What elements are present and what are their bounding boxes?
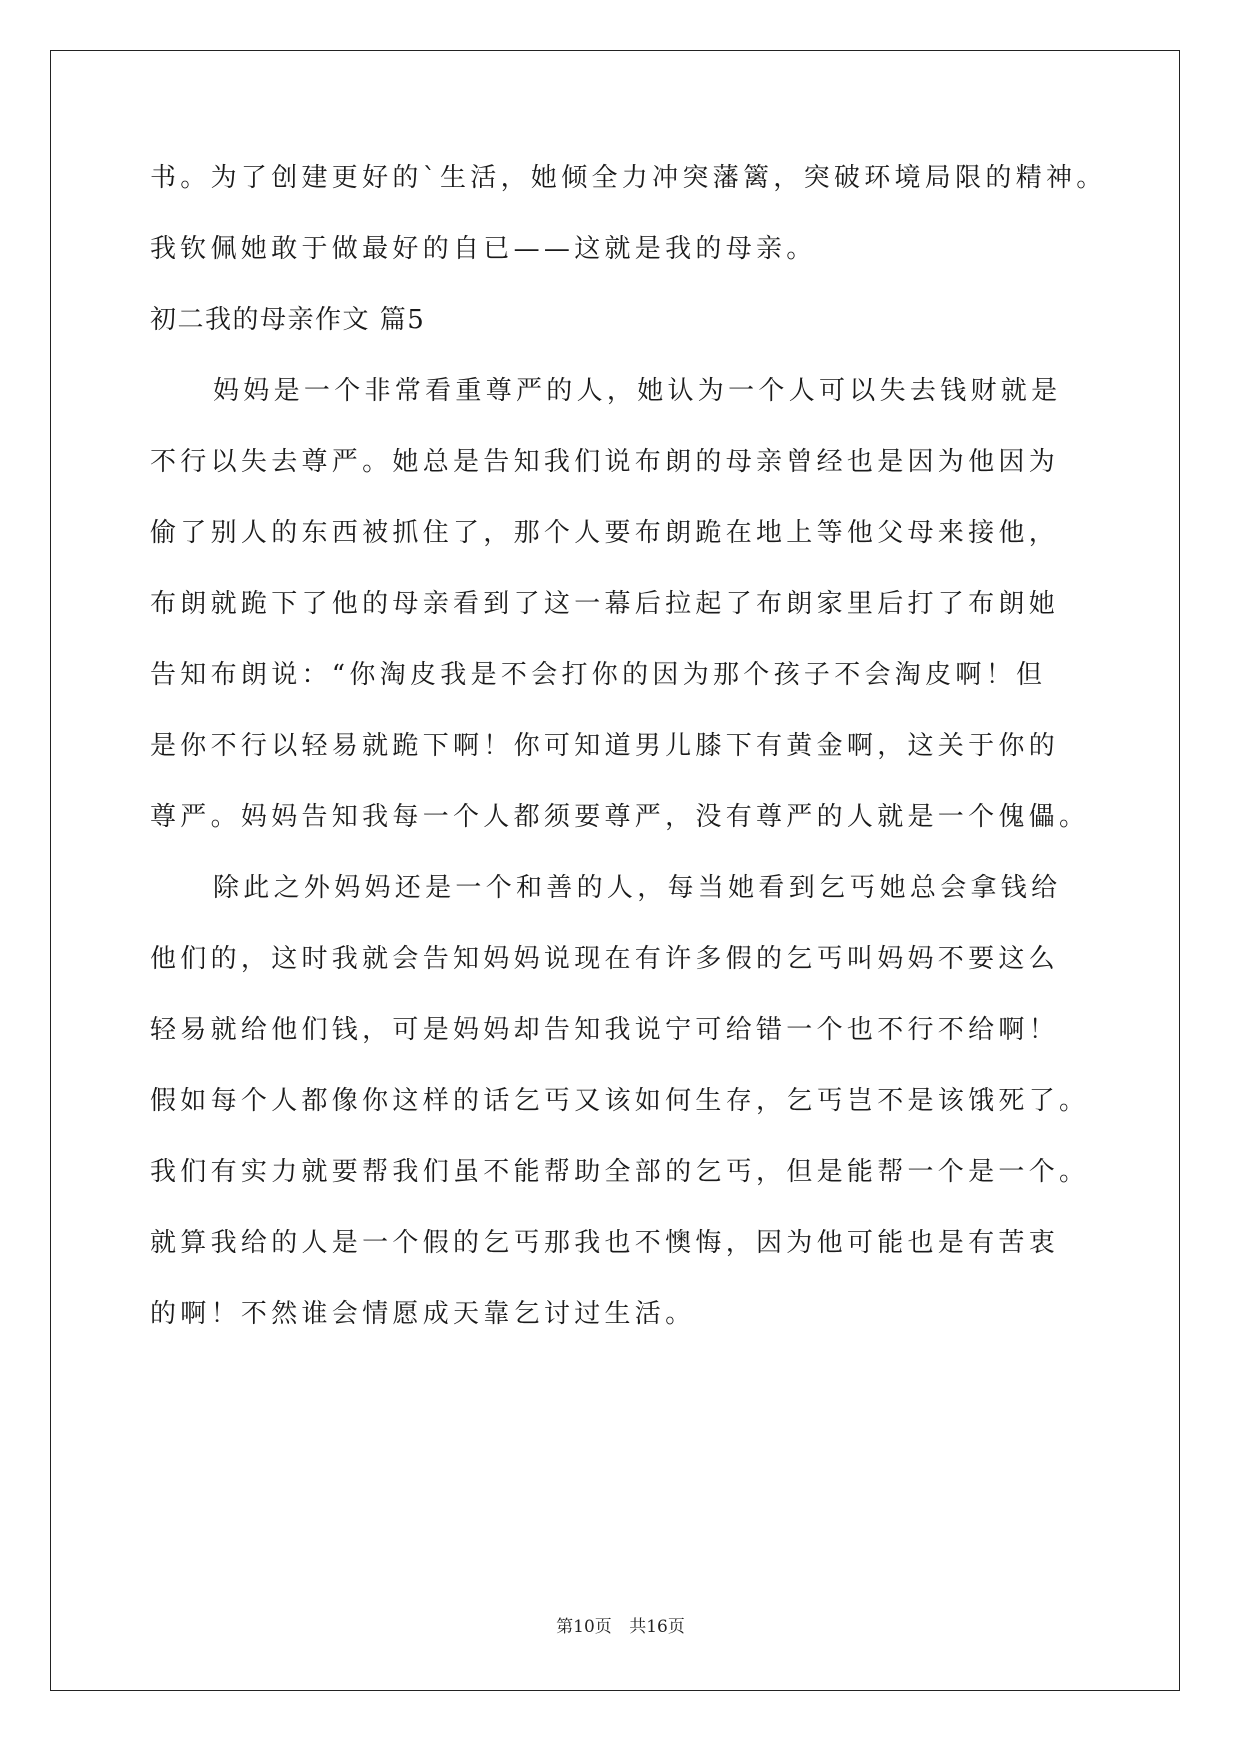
paragraph-line: 假如每个人都像你这样的话乞丐又该如何生存，乞丐岂不是该饿死了。 [150, 1086, 1090, 1116]
paragraph-line: 的啊！不然谁会情愿成天靠乞讨过生活。 [150, 1299, 696, 1329]
paragraph-line: 布朗就跪下了他的母亲看到了这一幕后拉起了布朗家里后打了布朗她 [150, 589, 1060, 619]
paragraph-line: 尊严。妈妈告知我每一个人都须要尊严，没有尊严的人就是一个傀儡。 [150, 802, 1090, 832]
paragraph-line: 轻易就给他们钱，可是妈妈却告知我说宁可给错一个也不行不给啊！ [150, 1015, 1060, 1045]
paragraph-line: 是你不行以轻易就跪下啊！你可知道男儿膝下有黄金啊，这关于你的 [150, 731, 1060, 761]
paragraph-line: 不行以失去尊严。她总是告知我们说布朗的母亲曾经也是因为他因为 [150, 447, 1060, 477]
paragraph-line: 我们有实力就要帮我们虽不能帮助全部的乞丐，但是能帮一个是一个。 [150, 1157, 1090, 1187]
page-number: 第10页 [556, 1617, 612, 1637]
paragraph-line: 除此之外妈妈还是一个和善的人，每当她看到乞丐她总会拿钱给 [213, 873, 1062, 903]
page-total: 共16页 [629, 1617, 685, 1637]
paragraph-line: 妈妈是一个非常看重尊严的人，她认为一个人可以失去钱财就是 [213, 376, 1062, 406]
paragraph-line: 书。为了创建更好的`生活，她倾全力冲突藩篱，突破环境局限的精神。 [150, 163, 1107, 193]
paragraph-line: 偷了别人的东西被抓住了，那个人要布朗跪在地上等他父母来接他， [150, 518, 1060, 548]
page-footer [0, 1612, 1241, 1637]
paragraph-line: 告知布朗说：“你淘皮我是不会打你的因为那个孩子不会淘皮啊！但 [150, 660, 1047, 690]
paragraph-line: 他们的，这时我就会告知妈妈说现在有许多假的乞丐叫妈妈不要这么 [150, 944, 1060, 974]
paragraph-line: 我钦佩她敢于做最好的自已——这就是我的母亲。 [150, 234, 817, 264]
paragraph-line: 就算我给的人是一个假的乞丐那我也不懊悔，因为他可能也是有苦衷 [150, 1228, 1060, 1258]
section-heading: 初二我的母亲作文 篇5 [150, 305, 426, 335]
